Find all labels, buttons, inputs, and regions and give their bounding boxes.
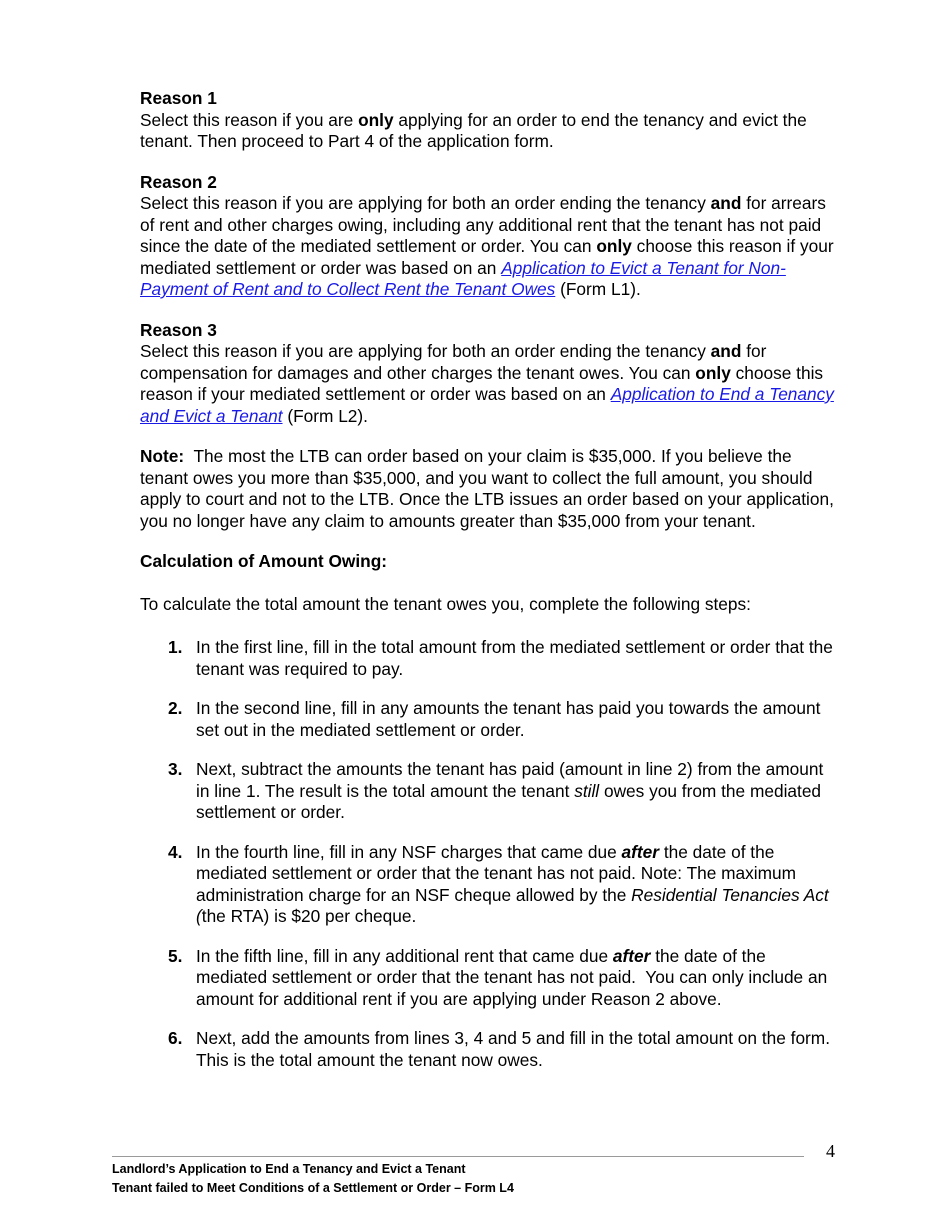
reason-2-text: [140, 193, 840, 301]
text-run: owes you from the mediated settlement or order.: [196, 780, 822, 822]
emphasis: only: [358, 109, 394, 130]
text-run: the date of the mediated settlement or order that the tenant has not paid. Note: The maximum administration charge for an NSF cheque allowed by the: [196, 841, 797, 905]
emphasis: and: [710, 193, 742, 213]
footer-line-2: Tenant failed to Meet Conditions of a Settlement or Order – Form L4: [112, 1181, 514, 1195]
footer: [112, 1160, 514, 1198]
form-l1-link[interactable]: Application to Evict a Tenant for Non-Payment of Rent and to Collect Rent the Tenant Owes: [140, 257, 786, 299]
page-number: 4: [826, 1141, 835, 1161]
step-number: 2.: [168, 698, 183, 718]
calculation-intro: To calculate the total amount the tenant owes you, complete the following steps:: [140, 593, 751, 614]
text-run: choose this reason if your mediated settlement or order was based on an: [140, 362, 824, 404]
text-run: In the fourth line, fill in any NSF charges that came due: [196, 841, 622, 862]
document-page: [140, 88, 840, 1089]
step-text: In the first line, fill in the total amount from the mediated settlement or order that the tenant was required to pay.: [196, 637, 833, 679]
text-run: Select this reason if you are: [140, 109, 359, 130]
step-item: [140, 842, 840, 928]
act-title: Residential Tenancies Act (: [196, 884, 829, 926]
emphasis: and: [710, 341, 742, 361]
emphasis: only: [596, 236, 632, 256]
reason-1-text: [140, 110, 840, 153]
step-number: 1.: [168, 637, 183, 657]
emphasis: only: [695, 362, 731, 383]
text-run: the RTA) is $20 per cheque.: [201, 906, 417, 926]
footer-line-1: Landlord’s Application to End a Tenancy and Evict a Tenant: [112, 1162, 466, 1176]
step-number: 6.: [168, 1028, 183, 1048]
reason-2-title: Reason 2: [140, 171, 217, 192]
step-item: [140, 946, 840, 1011]
reason-3-title: Reason 3: [140, 319, 217, 340]
text-run: for arrears of rent and other charges owing, including any additional rent that the tenant has not paid since the date of the mediated settlement or order. You can: [140, 193, 826, 256]
text-run: In the fifth line, fill in any additional rent that came due: [196, 945, 613, 966]
emphasis: after: [621, 841, 660, 862]
note-paragraph: [140, 446, 840, 532]
text-run: the date of the mediated settlement or order that the tenant has not paid. You can only include an amount for additional rent if you are applying under Reason 2 above.: [196, 945, 833, 1009]
form-l2-link[interactable]: Application to End a Tenancy and Evict a Tenant: [140, 384, 834, 426]
step-item: [140, 1028, 840, 1071]
note-label: Note:: [140, 446, 185, 466]
calculation-heading: Calculation of Amount Owing:: [140, 551, 388, 571]
step-number: 5.: [168, 945, 183, 966]
text-run: (Form L2).: [282, 405, 368, 426]
step-item: [140, 698, 840, 741]
reason-3: [140, 320, 840, 428]
text-run: Select this reason if you are applying for both an order ending the tenancy: [140, 341, 711, 361]
step-number: 4.: [168, 841, 183, 862]
footer-divider: [112, 1156, 804, 1157]
text-run: applying for an order to end the tenancy and evict the tenant. Then proceed to Part 4 of the application form.: [140, 109, 807, 151]
reason-1-title: Reason 1: [140, 88, 217, 108]
reason-1: [140, 88, 840, 153]
step-text: In the second line, fill in any amounts the tenant has paid you towards the amount set out in the mediated settlement or order.: [196, 698, 821, 740]
step-text: [196, 946, 832, 1009]
step-item: [140, 759, 840, 824]
text-run: Next, subtract the amounts the tenant has paid (amount in line 2) from the amount in line 1. The result is the total amount the tenant: [196, 759, 824, 801]
reason-3-text: [140, 341, 840, 427]
text-run: Select this reason if you are applying for both an order ending the tenancy: [140, 193, 711, 213]
text-run: for compensation for damages and other charges the tenant owes. You can: [140, 341, 767, 383]
reason-2: [140, 172, 840, 301]
step-number: 3.: [168, 759, 183, 779]
step-text: Next, add the amounts from lines 3, 4 and 5 and fill in the total amount on the form. This is the total amount the tenant now owes.: [196, 1028, 831, 1070]
emphasis: still: [574, 780, 600, 801]
text-run: choose this reason if your mediated settlement or order was based on an: [140, 236, 834, 278]
note-text: The most the LTB can order based on your claim is $35,000. If you believe the tenant owes you more than $35,000, and you want to collect the full amount, you should apply to court and not to the LTB. Once the LTB issues an order based on your application, you no longer have any claim to amounts greater than $35,000 from your tenant.: [140, 446, 839, 531]
emphasis: after: [612, 945, 651, 966]
step-item: [140, 637, 840, 680]
text-run: (Form L1).: [555, 279, 641, 299]
steps-list: [140, 637, 840, 1071]
step-text: [196, 842, 829, 927]
step-text: [196, 759, 823, 822]
